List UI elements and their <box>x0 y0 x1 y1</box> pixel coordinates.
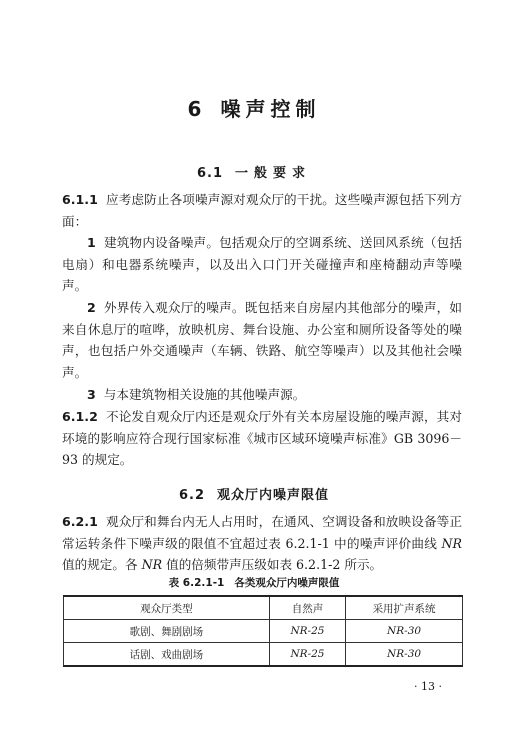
clause-text: 应考虑防止各项噪声源对观众厅的干扰。这些噪声源包括下列方面： <box>62 192 462 229</box>
chapter-title <box>0 93 508 122</box>
section-6-2-title <box>0 484 508 503</box>
item-text: 建筑物内设备噪声。包括观众厅的空调系统、送回风系统（包括电扇）和电器系统噪声，以及出入口门开关碰撞声和座椅翻动声等噪声。 <box>62 235 462 293</box>
chapter-title-text: 噪声控制 <box>220 97 321 121</box>
section-6-1-title <box>0 162 508 181</box>
section-title-text: 观众厅内噪声限值 <box>217 488 330 503</box>
column-header: 观众厅类型 <box>64 596 270 620</box>
item-number: 3 <box>87 387 96 402</box>
clause-6-2-1 <box>62 511 462 576</box>
list-item <box>62 232 462 297</box>
table-title: 各类观众厅内噪声限值 <box>234 577 340 589</box>
table-row <box>64 643 463 667</box>
clause-number: 6.2.1 <box>62 514 98 529</box>
table-cell: 话剧、戏曲剧场 <box>64 643 270 667</box>
nr-term: NR <box>141 557 163 572</box>
noise-limit-table <box>63 595 463 667</box>
clause-6-1-1 <box>62 189 462 232</box>
table-cell: NR-30 <box>346 620 463 643</box>
clause-number: 6.1.2 <box>62 409 98 424</box>
clause-6-1-2 <box>62 406 462 471</box>
item-number: 1 <box>87 235 96 250</box>
table-cell: NR-30 <box>346 643 463 667</box>
table-cell: 歌剧、舞剧剧场 <box>64 620 270 643</box>
column-header: 采用扩声系统 <box>346 596 463 620</box>
table-number: 表 6.2.1-1 <box>168 577 225 589</box>
item-text: 与本建筑物相关设施的其他噪声源。 <box>103 387 306 402</box>
chapter-number: 6 <box>187 97 207 121</box>
item-number: 2 <box>87 300 96 315</box>
section-title-text: 一般要求 <box>235 166 312 181</box>
section-number: 6.2 <box>178 488 205 503</box>
table-header-row <box>64 596 463 620</box>
list-item <box>62 384 462 406</box>
clause-number: 6.1.1 <box>62 192 98 207</box>
section-number: 6.1 <box>196 166 223 181</box>
column-header: 自然声 <box>269 596 345 620</box>
table-caption <box>0 575 508 590</box>
item-text: 外界传入观众厅的噪声。既包括来自房屋内其他部分的噪声，如来自休息厅的喧哗，放映机房、舞台设施、办公室和厕所设备等处的噪声，也包括户外交通噪声（车辆、铁路、航空等噪声）以及其他社会噪声。 <box>62 300 462 380</box>
table-cell: NR-25 <box>269 643 345 667</box>
clause-text: 观众厅和舞台内无人占用时，在通风、空调设备和放映设备等正常运转条件下噪声级的限值不宜超过表 6.2.1-1 中的噪声评价曲线 <box>62 514 462 551</box>
table-cell: NR-25 <box>269 620 345 643</box>
clause-text: 值的倍频带声压级如表 6.2.1-2 所示。 <box>162 557 383 572</box>
page-number: · 13 · <box>414 680 442 693</box>
table-row <box>64 620 463 643</box>
nr-term: NR <box>441 535 462 551</box>
clause-text: 值的规定。各 <box>62 557 142 572</box>
clause-text: 不论发自观众厅内还是观众厅外有关本房屋设施的噪声源，其对环境的影响应符合现行国家标准《城市区域环境噪声标准》GB 3096－93 的规定。 <box>62 409 462 467</box>
list-item <box>62 297 462 383</box>
